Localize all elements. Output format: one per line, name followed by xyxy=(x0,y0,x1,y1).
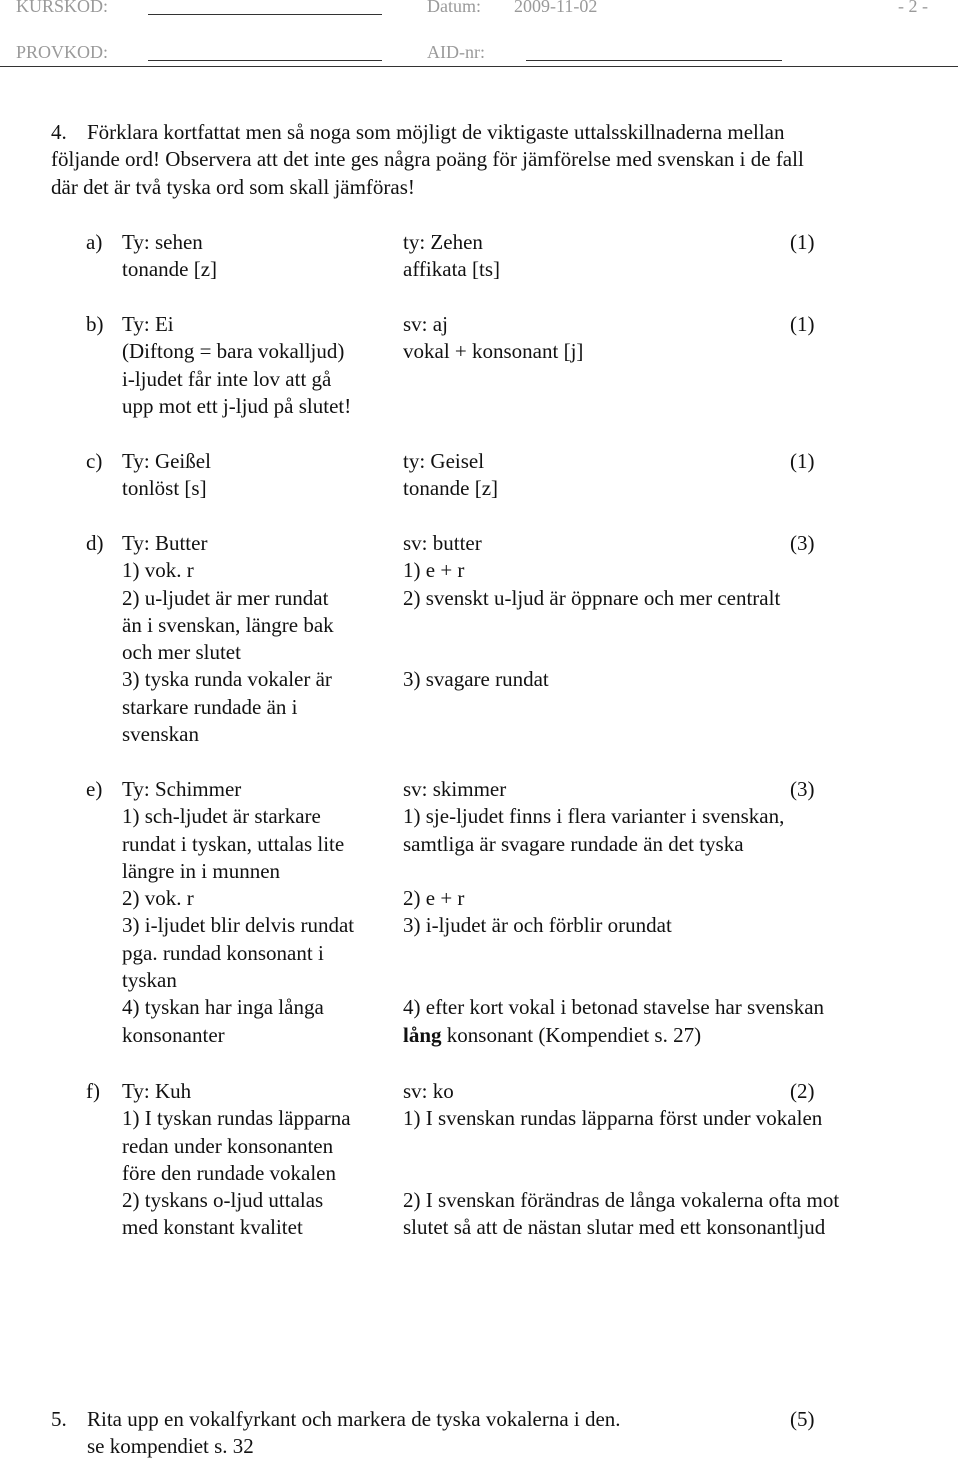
text-line: redan under konsonanten xyxy=(122,1133,334,1158)
text-line: konsonanter xyxy=(122,1022,225,1047)
text-line: upp mot ett j-ljud på slutet! xyxy=(122,393,352,418)
item-a-german xyxy=(122,229,392,284)
item-e-compare xyxy=(403,776,873,1049)
text-line: 1) sje-ljudet finns i flera varianter i svenskan, xyxy=(403,804,785,829)
text-line xyxy=(403,858,873,885)
text-line: vokal + konsonant [j] xyxy=(403,339,584,364)
points: (3) xyxy=(790,777,815,801)
text-line: tonande [z] xyxy=(403,476,499,501)
datum-label: Datum: xyxy=(427,0,481,16)
text-line: 2) I svenskan förändras de långa vokalerna ofta mot xyxy=(403,1188,840,1213)
text-line: 1) e + r xyxy=(403,558,465,583)
question-number: 5. xyxy=(51,1407,67,1431)
question-line: där det är två tyska ord som skall jämföras! xyxy=(51,174,415,199)
text-line: 4) tyskan har inga långa xyxy=(122,995,324,1020)
text-line: 3) svagare rundat xyxy=(403,667,549,692)
question-number: 4. xyxy=(51,120,67,144)
text-line: starkare rundade än i xyxy=(122,694,298,719)
question-line: Förklara kortfattat men så noga som möjligt de viktigaste uttalsskillnaderna mellan xyxy=(87,120,785,144)
text-line: Ty: Geißel xyxy=(122,449,211,473)
text-line: sv: aj xyxy=(403,312,448,336)
text-line: före den rundade vokalen xyxy=(122,1160,336,1185)
bold-word: lång xyxy=(403,1022,442,1047)
points: (1) xyxy=(790,230,815,254)
text-line: med konstant kvalitet xyxy=(122,1215,303,1240)
text-line: 2) tyskans o-ljud uttalas xyxy=(122,1188,324,1213)
item-label: a) xyxy=(86,230,103,254)
text-line: pga. rundad konsonant i xyxy=(122,940,324,965)
text-line: 1) I svenskan rundas läpparna först under vokalen xyxy=(403,1106,823,1131)
text-line: i-ljudet får inte lov att gå xyxy=(122,366,332,391)
text-line: 3) tyska runda vokaler är xyxy=(122,667,332,692)
question-line: följande ord! Observera att det inte ges några poäng för jämförelse med svenskan i de fall xyxy=(51,147,804,172)
text-line: Ty: sehen xyxy=(122,230,203,254)
points: (3) xyxy=(790,531,815,555)
text-line: Ty: Ei xyxy=(122,312,174,336)
text-line: 2) u-ljudet är mer rundat xyxy=(122,585,329,610)
text-line xyxy=(403,1022,873,1049)
text-line: sv: ko xyxy=(403,1079,454,1103)
kurskod-label: KURSKOD: xyxy=(16,0,109,16)
text-line: tonande [z] xyxy=(122,257,218,282)
page-number: - 2 - xyxy=(898,0,928,16)
text-line: längre in i munnen xyxy=(122,858,281,883)
aid-blank-line xyxy=(526,60,782,61)
text-line: Ty: Butter xyxy=(122,531,208,555)
question-line: Rita upp en vokalfyrkant och markera de tyska vokalerna i den. xyxy=(87,1407,621,1431)
text-line: ty: Zehen xyxy=(403,230,483,254)
text-line: Ty: Kuh xyxy=(122,1079,192,1103)
text-line xyxy=(403,1133,873,1160)
item-label: f) xyxy=(86,1079,100,1103)
question-5-text xyxy=(87,1406,787,1461)
points: (2) xyxy=(790,1079,815,1103)
text-line xyxy=(403,612,873,639)
question-line: se kompendiet s. 32 xyxy=(87,1434,254,1459)
text-line: svenskan xyxy=(122,722,199,747)
kurskod-blank-line xyxy=(148,14,382,15)
item-label: d) xyxy=(86,531,104,555)
text-line: (Diftong = bara vokalljud) xyxy=(122,339,345,364)
text-line: 1) sch-ljudet är starkare xyxy=(122,804,321,829)
text-line: 1) I tyskan rundas läpparna xyxy=(122,1106,351,1131)
text-line: 4) efter kort vokal i betonad stavelse har svenskan xyxy=(403,995,825,1020)
text-line: sv: skimmer xyxy=(403,777,507,801)
text-line xyxy=(403,1160,873,1187)
points: (1) xyxy=(790,449,815,473)
provkod-label: PROVKOD: xyxy=(16,42,109,62)
text-line xyxy=(403,967,873,994)
question-4-text xyxy=(51,119,947,201)
provkod-blank-line xyxy=(148,60,382,61)
text-line: tyskan xyxy=(122,968,177,993)
item-c-german xyxy=(122,448,392,503)
item-e-german xyxy=(122,776,392,1049)
header-rule xyxy=(0,66,958,67)
text-line: tonlöst [s] xyxy=(122,476,207,501)
text-line: slutet så att de nästan slutar med ett konsonantljud xyxy=(403,1215,826,1240)
text-line: 2) vok. r xyxy=(122,886,194,911)
item-label: c) xyxy=(86,449,103,473)
text-line xyxy=(403,940,873,967)
item-f-german xyxy=(122,1078,392,1242)
aid-label: AID-nr: xyxy=(427,42,485,62)
item-d-german xyxy=(122,530,392,748)
text-line xyxy=(403,639,873,666)
points: (5) xyxy=(790,1407,815,1431)
text-line: och mer slutet xyxy=(122,640,241,665)
item-b-german xyxy=(122,311,392,420)
text-line: samtliga är svagare rundade än det tyska xyxy=(403,831,744,856)
text-line: 3) i-ljudet blir delvis rundat xyxy=(122,913,355,938)
item-label: e) xyxy=(86,777,103,801)
text-line: än i svenskan, längre bak xyxy=(122,612,334,637)
text-line: 2) svenskt u-ljud är öppnare och mer centralt xyxy=(403,585,781,610)
text-line: 2) e + r xyxy=(403,886,465,911)
text-line: 1) vok. r xyxy=(122,558,194,583)
text-line: rundat i tyskan, uttalas lite xyxy=(122,831,345,856)
points: (1) xyxy=(790,312,815,336)
text-line: Ty: Schimmer xyxy=(122,777,242,801)
datum-value: 2009-11-02 xyxy=(514,0,598,16)
text-line: 3) i-ljudet är och förblir orundat xyxy=(403,913,672,938)
text-fragment: konsonant (Kompendiet s. 27) xyxy=(441,1022,702,1047)
item-label: b) xyxy=(86,312,104,336)
text-line: ty: Geisel xyxy=(403,449,485,473)
text-line: sv: butter xyxy=(403,531,482,555)
text-line: affikata [ts] xyxy=(403,257,500,282)
